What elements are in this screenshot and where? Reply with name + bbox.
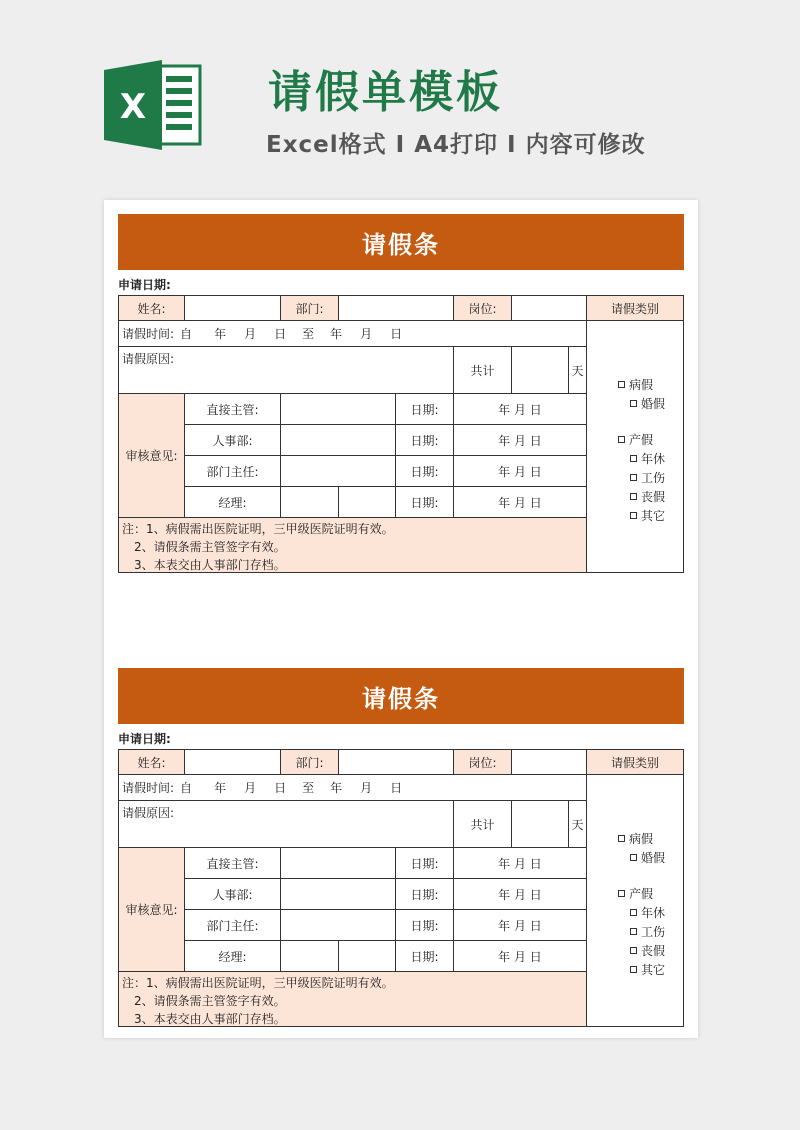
apply-date-label: 申请日期:	[118, 278, 171, 292]
date-value[interactable]: 年 月 日	[453, 424, 587, 456]
note-line-1: 注：1、病假需出医院证明，三甲级医院证明有效。	[122, 522, 394, 536]
total-label: 共计	[453, 800, 512, 848]
dept-label: 部门:	[280, 295, 339, 321]
cat-marriage[interactable]: 婚假	[630, 395, 665, 412]
time-day-2: 日	[390, 327, 403, 341]
manager-sign-2[interactable]	[338, 940, 396, 972]
name-label: 姓名:	[118, 749, 185, 775]
cat-sick[interactable]: 病假	[618, 830, 653, 847]
cat-other[interactable]: 其它	[630, 507, 665, 524]
page-subtitle: Excel格式 I A4打印 I 内容可修改	[266, 132, 646, 158]
checkbox-icon	[630, 947, 637, 954]
reason-field[interactable]: 请假原因:	[118, 346, 454, 394]
time-month: 月	[244, 781, 257, 795]
checkbox-icon	[630, 909, 637, 916]
checkbox-icon	[630, 928, 637, 935]
time-year: 年	[214, 781, 227, 795]
reviewer-director: 部门主任:	[184, 909, 281, 941]
category-list	[586, 320, 684, 573]
notes-box	[118, 517, 587, 573]
date-value[interactable]: 年 月 日	[453, 393, 587, 425]
time-day: 日	[274, 327, 287, 341]
form-title: 请假条	[118, 668, 684, 724]
director-sign[interactable]	[280, 455, 396, 487]
cat-other[interactable]: 其它	[630, 961, 665, 978]
leave-time-label: 请假时间:	[122, 327, 175, 341]
reviewer-supervisor: 直接主管:	[184, 393, 281, 425]
cat-injury[interactable]: 工伤	[630, 469, 665, 486]
checkbox-icon	[618, 835, 625, 842]
total-days-field[interactable]	[511, 800, 569, 848]
day-unit: 天	[568, 346, 587, 394]
reviewer-supervisor: 直接主管:	[184, 847, 281, 879]
time-month-2: 月	[360, 781, 373, 795]
time-from: 自	[180, 781, 193, 795]
reviewer-manager: 经理:	[184, 486, 281, 518]
total-label: 共计	[453, 346, 512, 394]
cat-annual[interactable]: 年休	[630, 904, 665, 921]
hr-sign[interactable]	[280, 424, 396, 456]
category-list	[586, 774, 684, 1027]
checkbox-icon	[630, 854, 637, 861]
reviewer-hr: 人事部:	[184, 878, 281, 910]
note-line-2: 2、请假条需主管签字有效。	[134, 540, 286, 554]
supervisor-sign[interactable]	[280, 393, 396, 425]
name-field[interactable]	[184, 749, 281, 775]
leave-time-label: 请假时间:	[122, 781, 175, 795]
time-to: 至	[302, 327, 315, 341]
cat-bereavement[interactable]: 丧假	[630, 488, 665, 505]
hr-sign[interactable]	[280, 878, 396, 910]
dept-label: 部门:	[280, 749, 339, 775]
post-label: 岗位:	[453, 295, 512, 321]
time-year-2: 年	[330, 781, 343, 795]
checkbox-icon	[630, 474, 637, 481]
reviewer-hr: 人事部:	[184, 424, 281, 456]
excel-logo-icon	[104, 58, 204, 152]
checkbox-icon	[618, 890, 625, 897]
date-label: 日期:	[395, 424, 454, 456]
date-label: 日期:	[395, 393, 454, 425]
date-label: 日期:	[395, 455, 454, 487]
time-month-2: 月	[360, 327, 373, 341]
time-year-2: 年	[330, 327, 343, 341]
time-year: 年	[214, 327, 227, 341]
checkbox-icon	[630, 512, 637, 519]
post-field[interactable]	[511, 295, 587, 321]
date-value[interactable]: 年 月 日	[453, 940, 587, 972]
checkbox-icon	[618, 381, 625, 388]
checkbox-icon	[630, 455, 637, 462]
date-label: 日期:	[395, 909, 454, 941]
cat-annual[interactable]: 年休	[630, 450, 665, 467]
date-value[interactable]: 年 月 日	[453, 878, 587, 910]
date-value[interactable]: 年 月 日	[453, 909, 587, 941]
checkbox-icon	[630, 966, 637, 973]
leave-time-row[interactable]	[118, 320, 587, 347]
cat-bereavement[interactable]: 丧假	[630, 942, 665, 959]
supervisor-sign[interactable]	[280, 847, 396, 879]
time-to: 至	[302, 781, 315, 795]
cat-maternity[interactable]: 产假	[618, 885, 653, 902]
date-label: 日期:	[395, 486, 454, 518]
checkbox-icon	[630, 493, 637, 500]
category-label: 请假类别	[586, 295, 684, 321]
page-title: 请假单模板	[268, 67, 503, 118]
time-day: 日	[274, 781, 287, 795]
time-day-2: 日	[390, 781, 403, 795]
date-label: 日期:	[395, 847, 454, 879]
post-field[interactable]	[511, 749, 587, 775]
name-field[interactable]	[184, 295, 281, 321]
post-label: 岗位:	[453, 749, 512, 775]
date-value[interactable]: 年 月 日	[453, 847, 587, 879]
manager-sign-2[interactable]	[338, 486, 396, 518]
reviewer-manager: 经理:	[184, 940, 281, 972]
note-line-2: 2、请假条需主管签字有效。	[134, 994, 286, 1008]
leave-form-1	[118, 214, 684, 574]
cat-sick[interactable]: 病假	[618, 376, 653, 393]
category-label: 请假类别	[586, 749, 684, 775]
note-line-3: 3、本表交由人事部门存档。	[134, 1012, 286, 1026]
manager-sign[interactable]	[280, 940, 339, 972]
note-line-3: 3、本表交由人事部门存档。	[134, 558, 286, 572]
reviewer-director: 部门主任:	[184, 455, 281, 487]
notes-box	[118, 971, 587, 1027]
cat-injury[interactable]: 工伤	[630, 923, 665, 940]
day-unit: 天	[568, 800, 587, 848]
time-from: 自	[180, 327, 193, 341]
cat-maternity[interactable]: 产假	[618, 431, 653, 448]
date-label: 日期:	[395, 878, 454, 910]
date-value[interactable]: 年 月 日	[453, 455, 587, 487]
form-title: 请假条	[118, 214, 684, 270]
director-sign[interactable]	[280, 909, 396, 941]
manager-sign[interactable]	[280, 486, 339, 518]
date-label: 日期:	[395, 940, 454, 972]
date-value[interactable]: 年 月 日	[453, 486, 587, 518]
name-label: 姓名:	[118, 295, 185, 321]
note-line-1: 注：1、病假需出医院证明，三甲级医院证明有效。	[122, 976, 394, 990]
logo-letter: X	[119, 87, 147, 127]
leave-time-row[interactable]	[118, 774, 587, 801]
dept-field[interactable]	[338, 749, 454, 775]
reason-field[interactable]: 请假原因:	[118, 800, 454, 848]
apply-date-label: 申请日期:	[118, 732, 171, 746]
leave-form-2	[118, 668, 684, 1028]
total-days-field[interactable]	[511, 346, 569, 394]
checkbox-icon	[618, 436, 625, 443]
dept-field[interactable]	[338, 295, 454, 321]
review-label: 审核意见:	[118, 393, 185, 518]
time-month: 月	[244, 327, 257, 341]
review-label: 审核意见:	[118, 847, 185, 972]
checkbox-icon	[630, 400, 637, 407]
cat-marriage[interactable]: 婚假	[630, 849, 665, 866]
